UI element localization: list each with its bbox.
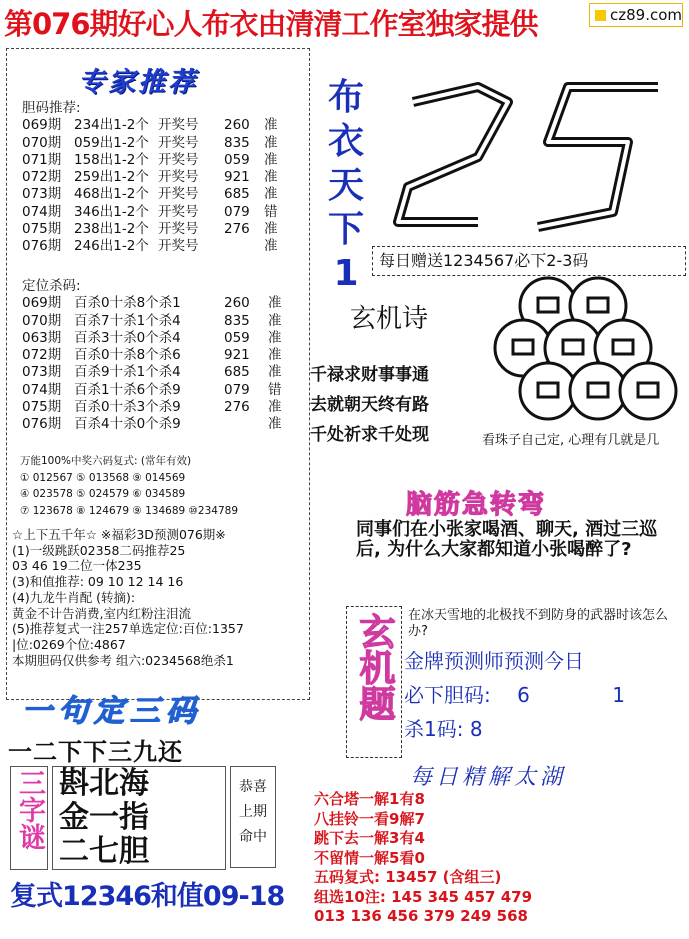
pos-label: 定位杀码:	[22, 278, 81, 294]
dan-open-label: 开奖号	[158, 186, 199, 203]
dan-result-mark: 准	[264, 186, 278, 203]
pos-open-number: 921	[224, 347, 250, 364]
dan-row	[22, 152, 278, 169]
dan-pick: 468出1-2个	[74, 186, 149, 203]
taihu-line: 跳下去一解3有4	[314, 829, 425, 847]
xuanjiti-question: 在冰天雪地的北极找不到防身的武器时该怎么办?	[408, 608, 669, 639]
buyi-daily-box	[372, 246, 686, 276]
sanzi-line: 二七胆	[59, 834, 149, 869]
pos-open-number: 260	[224, 295, 250, 312]
dan-pick: 059出1-2个	[74, 134, 149, 151]
fc3d-line: |位:0269个位:4867	[12, 636, 126, 652]
dan-open-label: 开奖号	[158, 169, 199, 186]
dan-issue: 076期	[22, 238, 62, 255]
dan-pick: 234出1-2个	[74, 117, 149, 134]
gold-predict	[404, 644, 684, 748]
dan-row	[22, 169, 278, 186]
dan-open-label: 开奖号	[158, 221, 199, 238]
pos-pick: 百杀0十杀8个杀6	[74, 347, 181, 364]
wanneng-section	[20, 453, 238, 519]
pos-result-mark: 准	[268, 312, 282, 329]
dan-open-label: 开奖号	[158, 203, 199, 220]
dan-result-mark: 错	[264, 203, 278, 220]
pos-issue: 076期	[22, 416, 62, 433]
dan-open-label: 开奖号	[158, 151, 199, 168]
wanneng-row: ④ 023578 ⑤ 024579 ⑥ 034589	[20, 488, 186, 500]
pos-row	[22, 347, 282, 364]
sanzi-side-text: 恭喜	[239, 779, 267, 795]
fc3d-line: (5)推荐复式一注257单选定位:百位:1357	[12, 621, 244, 637]
pos-issue: 070期	[22, 312, 62, 329]
dan-result-mark: 准	[264, 134, 278, 151]
dan-label: 胆码推荐:	[22, 100, 81, 116]
wanneng-row: ⑦ 123678 ⑧ 124679 ⑨ 134689 ⑩234789	[20, 504, 239, 517]
dan-open-number: 059	[224, 151, 250, 168]
fc3d-section	[12, 527, 244, 668]
pos-open-number: 059	[224, 329, 250, 346]
pos-pick: 百杀1十杀6个杀9	[74, 381, 181, 398]
fc3d-title: ☆上下五千年☆ ※福彩3D预测076期※	[12, 527, 226, 542]
fc3d-line: (4)九龙牛肖配 (转摘):	[12, 589, 136, 605]
dan-result-mark: 准	[264, 238, 278, 255]
pos-section	[22, 278, 282, 434]
naojin-title: 脑筋急转弯	[406, 490, 547, 520]
pos-result-mark: 准	[268, 347, 282, 364]
dan-open-label: 开奖号	[158, 117, 199, 134]
page-title: 第076期好心人布衣由清清工作室独家提供	[4, 7, 538, 41]
dan-row	[22, 135, 278, 152]
dan-open-label: 开奖号	[158, 238, 199, 255]
pos-row	[22, 295, 282, 312]
dan-row	[22, 186, 278, 203]
wanneng-title: 万能100%中奖六码复式: (常年有效)	[20, 455, 192, 467]
taihu-lines	[314, 790, 532, 927]
pos-result-mark: 准	[268, 399, 282, 416]
xuanji-title: 玄机诗	[350, 304, 429, 334]
dan-issue: 071期	[22, 151, 62, 168]
dan-open-number: 079	[224, 203, 250, 220]
dan-result-mark: 准	[264, 169, 278, 186]
xuanji-line: 千处祈求千处现	[310, 425, 429, 445]
naojin-text: 同事们在小张家喝酒、聊天, 酒过三巡后, 为什么大家都知道小张喝醉了?	[356, 519, 658, 560]
pos-issue: 063期	[22, 329, 62, 346]
dan-issue: 074期	[22, 203, 62, 220]
pos-row	[22, 416, 282, 433]
site-badge[interactable]	[589, 3, 683, 27]
dan-row	[22, 221, 278, 238]
dan-result-mark: 准	[264, 117, 278, 134]
pos-row	[22, 330, 282, 347]
pos-issue: 073期	[22, 364, 62, 381]
pos-issue: 069期	[22, 295, 62, 312]
pos-row	[22, 364, 282, 381]
sanzi-label: 三字谜	[14, 769, 45, 850]
dan-section	[22, 100, 278, 256]
dan-open-label: 开奖号	[158, 134, 199, 151]
pos-result-mark: 准	[268, 416, 282, 433]
gold-dan-row	[404, 678, 684, 712]
sanzi-side-text: 命中	[239, 829, 267, 845]
gold-kill: 杀1码: 8	[404, 717, 483, 741]
pos-rows	[22, 295, 282, 433]
buyi-daily: 每日赠送1234567必下2-3码	[379, 251, 589, 270]
dan-issue: 069期	[22, 117, 62, 134]
gold-dan-a: 6	[517, 683, 530, 707]
pos-result-mark: 准	[268, 295, 282, 312]
pos-result-mark: 准	[268, 364, 282, 381]
dan-pick: 246出1-2个	[74, 238, 149, 255]
logo-square-icon	[595, 10, 606, 21]
pos-issue: 074期	[22, 381, 62, 398]
gold-title: 金牌预测师预测今日	[404, 649, 584, 673]
dan-row	[22, 117, 278, 134]
dan-open-number: 260	[224, 117, 250, 134]
fushi-text: 复式12346和值09-18	[10, 881, 285, 912]
expert-title: 专家推荐	[78, 67, 198, 98]
xuanji-line: 去就朝天终有路	[310, 395, 429, 415]
pos-result-mark: 准	[268, 329, 282, 346]
sanzi-line: 斟北海	[59, 766, 149, 801]
pos-open-number: 835	[224, 312, 250, 329]
pos-pick: 百杀0十杀3个杀9	[74, 399, 181, 416]
dan-issue: 070期	[22, 134, 62, 151]
yiju-phrase: 一二下下三九还	[8, 738, 183, 766]
coins-graphic	[478, 276, 688, 436]
dan-result-mark: 准	[264, 151, 278, 168]
sanzi-line: 金一指	[59, 800, 149, 835]
dan-pick: 158出1-2个	[74, 151, 149, 168]
xuanji-line: 千禄求财事事通	[310, 365, 429, 385]
gold-dan-b: 1	[612, 683, 625, 707]
header	[0, 0, 689, 44]
fc3d-line: 本期胆码仅供参考 组六:0234568绝杀1	[12, 652, 234, 668]
xuanjiti-label: 玄机题	[354, 613, 395, 721]
sanzi-side-text: 上期	[239, 804, 267, 820]
dan-open-number: 276	[224, 221, 250, 238]
pos-open-number: 276	[224, 399, 250, 416]
dan-pick: 238出1-2个	[74, 221, 149, 238]
pos-row	[22, 382, 282, 399]
pos-issue: 075期	[22, 399, 62, 416]
pos-pick: 百杀7十杀1个杀4	[74, 312, 181, 329]
dan-open-number: 835	[224, 134, 250, 151]
xuanjiti-label-box	[346, 606, 402, 758]
pos-pick: 百杀9十杀1个杀4	[74, 364, 181, 381]
fc3d-line: (1)一级跳跃02358二码推荐25	[12, 542, 186, 558]
taihu-line: 不留情一解5看0	[314, 848, 425, 867]
fc3d-line: (3)和值推荐: 09 10 12 14 16	[12, 574, 184, 590]
wanneng-row: ① 012567 ⑤ 013568 ⑨ 014569	[20, 471, 186, 484]
dan-result-mark: 准	[264, 221, 278, 238]
dan-pick: 259出1-2个	[74, 169, 149, 186]
pos-pick: 百杀4十杀0个杀9	[74, 416, 181, 433]
buyi-numbers-graphic	[368, 62, 678, 242]
sanzi-lines	[52, 766, 226, 870]
taihu-line: 013 136 456 379 249 568	[314, 907, 528, 925]
buyi-title: 布衣天下1	[327, 77, 364, 294]
gold-dan-label: 必下胆码:	[404, 683, 491, 707]
taihu-line: 组选10注: 145 345 457 479	[314, 887, 533, 906]
sanzi-side	[230, 766, 276, 868]
yiju-title: 一句定三码	[22, 694, 202, 729]
pos-issue: 072期	[22, 347, 62, 364]
taihu-line: 八挂铃一看9解7	[314, 809, 425, 828]
pos-row	[22, 399, 282, 416]
xuanji-note: 看珠子自己定, 心理有几就是几	[482, 433, 660, 448]
pos-pick: 百杀0十杀8个杀1	[74, 295, 181, 312]
xuanji-poem	[310, 360, 429, 450]
taihu-line: 五码复式: 13457 (含组三)	[314, 868, 502, 886]
fc3d-line: 03 46 19二位一体235	[12, 558, 142, 574]
site-name: cz89.com	[610, 6, 683, 24]
dan-issue: 073期	[22, 186, 62, 203]
dan-row	[22, 238, 278, 255]
pos-row	[22, 313, 282, 330]
taihu-line: 六合塔一解1有8	[314, 790, 425, 808]
pos-open-number: 079	[224, 381, 250, 398]
dan-open-number: 685	[224, 186, 250, 203]
dan-rows	[22, 117, 278, 255]
dan-pick: 346出1-2个	[74, 203, 149, 220]
dan-issue: 075期	[22, 221, 62, 238]
dan-row	[22, 204, 278, 221]
dan-open-number: 921	[224, 169, 250, 186]
pos-result-mark: 错	[268, 381, 282, 398]
fc3d-line: 黄金不计告消费,室内红粉注泪流	[12, 605, 191, 621]
sanzi-label-box	[10, 766, 48, 870]
dan-issue: 072期	[22, 169, 62, 186]
pos-open-number: 685	[224, 364, 250, 381]
pos-pick: 百杀3十杀0个杀4	[74, 329, 181, 346]
taihu-title: 每日精解太湖	[410, 765, 567, 790]
